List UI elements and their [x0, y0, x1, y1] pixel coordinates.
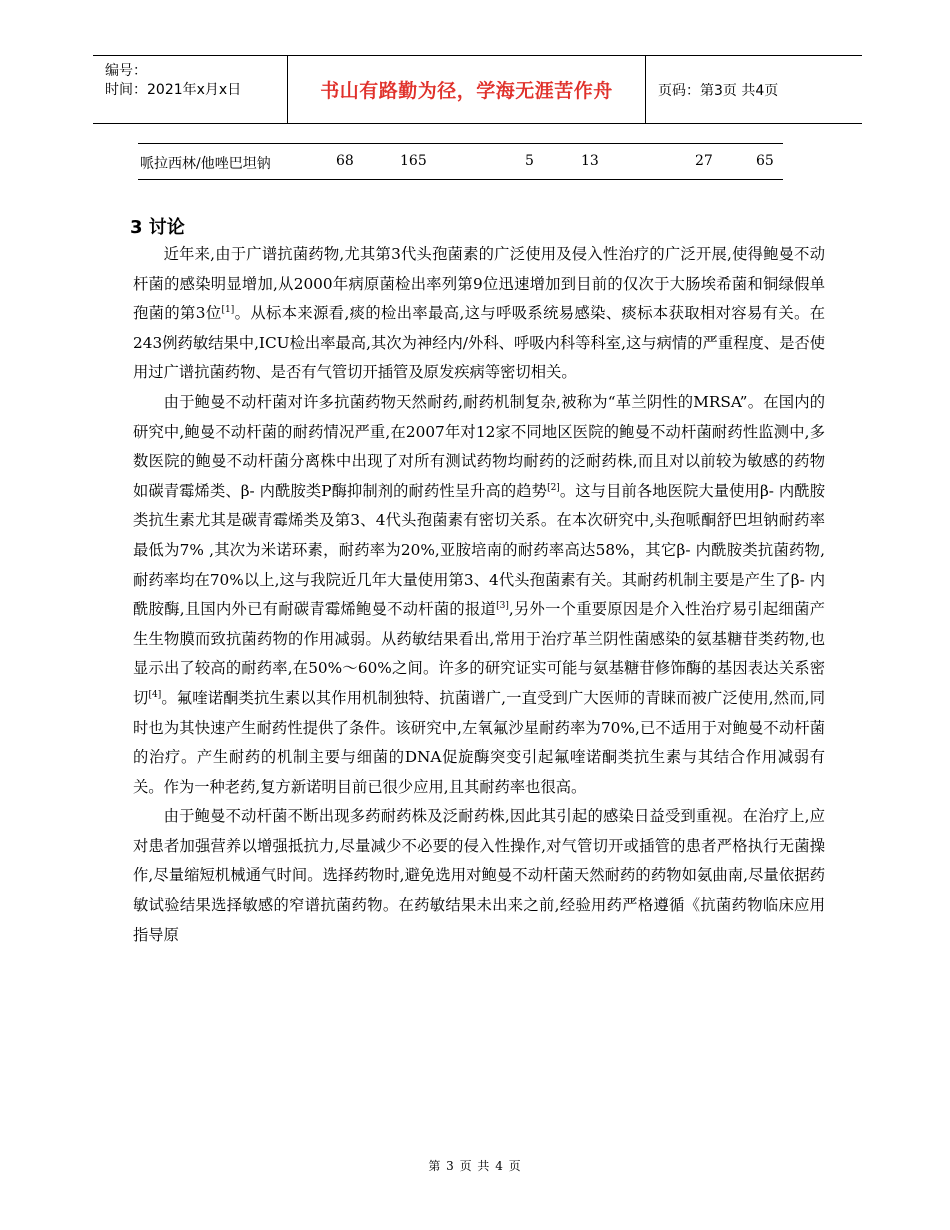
citation-ref: [2]: [547, 482, 560, 493]
serial-label: 编号：: [105, 63, 147, 79]
paragraph-text: 。氟喹诺酮类抗生素以其作用机制独特、抗菌谱广,一直受到广大医师的青睐而被广泛使用,然而,同时也为其快速产生耐药性提供了条件。该研究中,左氧氟沙星耐药率为70%,已不适用于对鲍曼不动杆菌的治疗。产生耐药的机制主要与细菌的DNA促旋酶突变引起氟喹诺酮类抗生素与其结合作用减弱有关。作为一种老药,复方新诺明目前已很少应用,且其耐药率也很高。: [133, 688, 825, 796]
page-footer: 第 3 页 共 4 页: [428, 1159, 522, 1173]
paragraph-text: ,另外一个重要原因是介入性治疗易引起细菌产生生物膜而致抗菌药物的作用减弱。从药敏结果看出,常用于治疗革兰阴性菌感染的氨基糖苷类药物,也显示出了较高的耐药率,在50%～60%之间。许多的研究证实可能与氨基糖苷修饰酶的基因表达关系密切: [133, 600, 825, 707]
page-header: [93, 55, 862, 124]
citation-ref: [4]: [148, 689, 162, 700]
citation-ref: [3]: [496, 601, 509, 612]
header-motto: 书山有路勤为径，学海无涯苦作舟: [288, 56, 646, 123]
value-cell: 27: [695, 153, 713, 169]
paragraph-text: 。从标本来源看,痰的检出率最高,这与呼吸系统易感染、痰标本获取相对容易有关。在243例药敏结果中,ICU检出率最高,其次为神经内/外科、呼吸内科等科室,这与病情的严重程度、是否使用过广谱抗菌药物、是否有气管切开插管及原发疾病等密切相关。: [133, 304, 825, 382]
value-cell: 65: [756, 153, 774, 169]
header-info: [93, 56, 288, 123]
date-label: 时间：2021年x月x日: [105, 82, 242, 98]
value-cell: 5: [525, 153, 534, 169]
paragraph-text: 近年来,由于广谱抗菌药物,尤其第3代头孢菌素的广泛使用及侵入性治疗的广泛开展,使得鲍曼不动杆菌的感染明显增加,从2000年病原菌检出率列第9位迅速增加到目前的仅次于大肠埃希菌和铜绿假单孢菌的第3位: [133, 245, 825, 323]
discussion-body: [133, 240, 825, 950]
table-row: [138, 143, 783, 180]
paragraph-text: 由于鲍曼不动杆菌对许多抗菌药物天然耐药,耐药机制复杂,被称为“革兰阴性的MRSA”。在国内的研究中,鲍曼不动杆菌的耐药情况严重,在2007年对12家不同地区医院的鲍曼不动杆菌耐药性监测中,多数医院的鲍曼不动杆菌分离株中出现了对所有测试药物均耐药的泛耐药株,而且对以前较为敏感的药物如碳青霉烯类、β- 内酰胺类P酶抑制剂的耐药性呈升高的趋势: [133, 392, 825, 500]
section-heading: 3 讨论: [130, 217, 185, 238]
value-cell: 68: [336, 153, 354, 169]
paragraph-text: 由于鲍曼不动杆菌不断出现多药耐药株及泛耐药株,因此其引起的感染日益受到重视。在治疗上,应对患者加强营养以增强抵抗力,尽量减少不必要的侵入性操作,对气管切开或插管的患者严格执行无菌操作,尽量缩短机械通气时间。选择药物时,避免选用对鲍曼不动杆菌天然耐药的药物如氨曲南,尽量依据药敏试验结果选择敏感的窄谱抗菌药物。在药敏结果未出来之前,经验用药严格遵循《抗菌药物临床应用指导原: [133, 807, 825, 944]
citation-ref: [1]: [221, 305, 235, 316]
header-page-info: 页码：第3页 共4页: [658, 82, 779, 99]
value-cell: 13: [581, 153, 599, 169]
paragraph: [133, 802, 825, 950]
paragraph: [133, 388, 825, 802]
paragraph: [133, 240, 825, 388]
drug-name-cell: 哌拉西林/他唑巴坦钠: [140, 156, 271, 172]
paragraph-text: 。这与目前各地医院大量使用β- 内酰胺类抗生素尤其是碳青霉烯类及第3、4代头孢菌素有密切关系。在本次研究中,头孢哌酮舒巴坦钠耐药率最低为7% ,其次为米诺环素，耐药率为20%,亚胺培南的耐药率高达58%，其它β- 内酰胺类抗菌药物,耐药率均在70%以上,这与我院近几年大量使用第3、4代头孢菌素有关。其耐药机制主要是产生了β- 内酰胺酶,且国内外已有耐碳青霉烯鲍曼不动杆菌的报道: [133, 481, 825, 619]
value-cell: 165: [400, 153, 427, 169]
